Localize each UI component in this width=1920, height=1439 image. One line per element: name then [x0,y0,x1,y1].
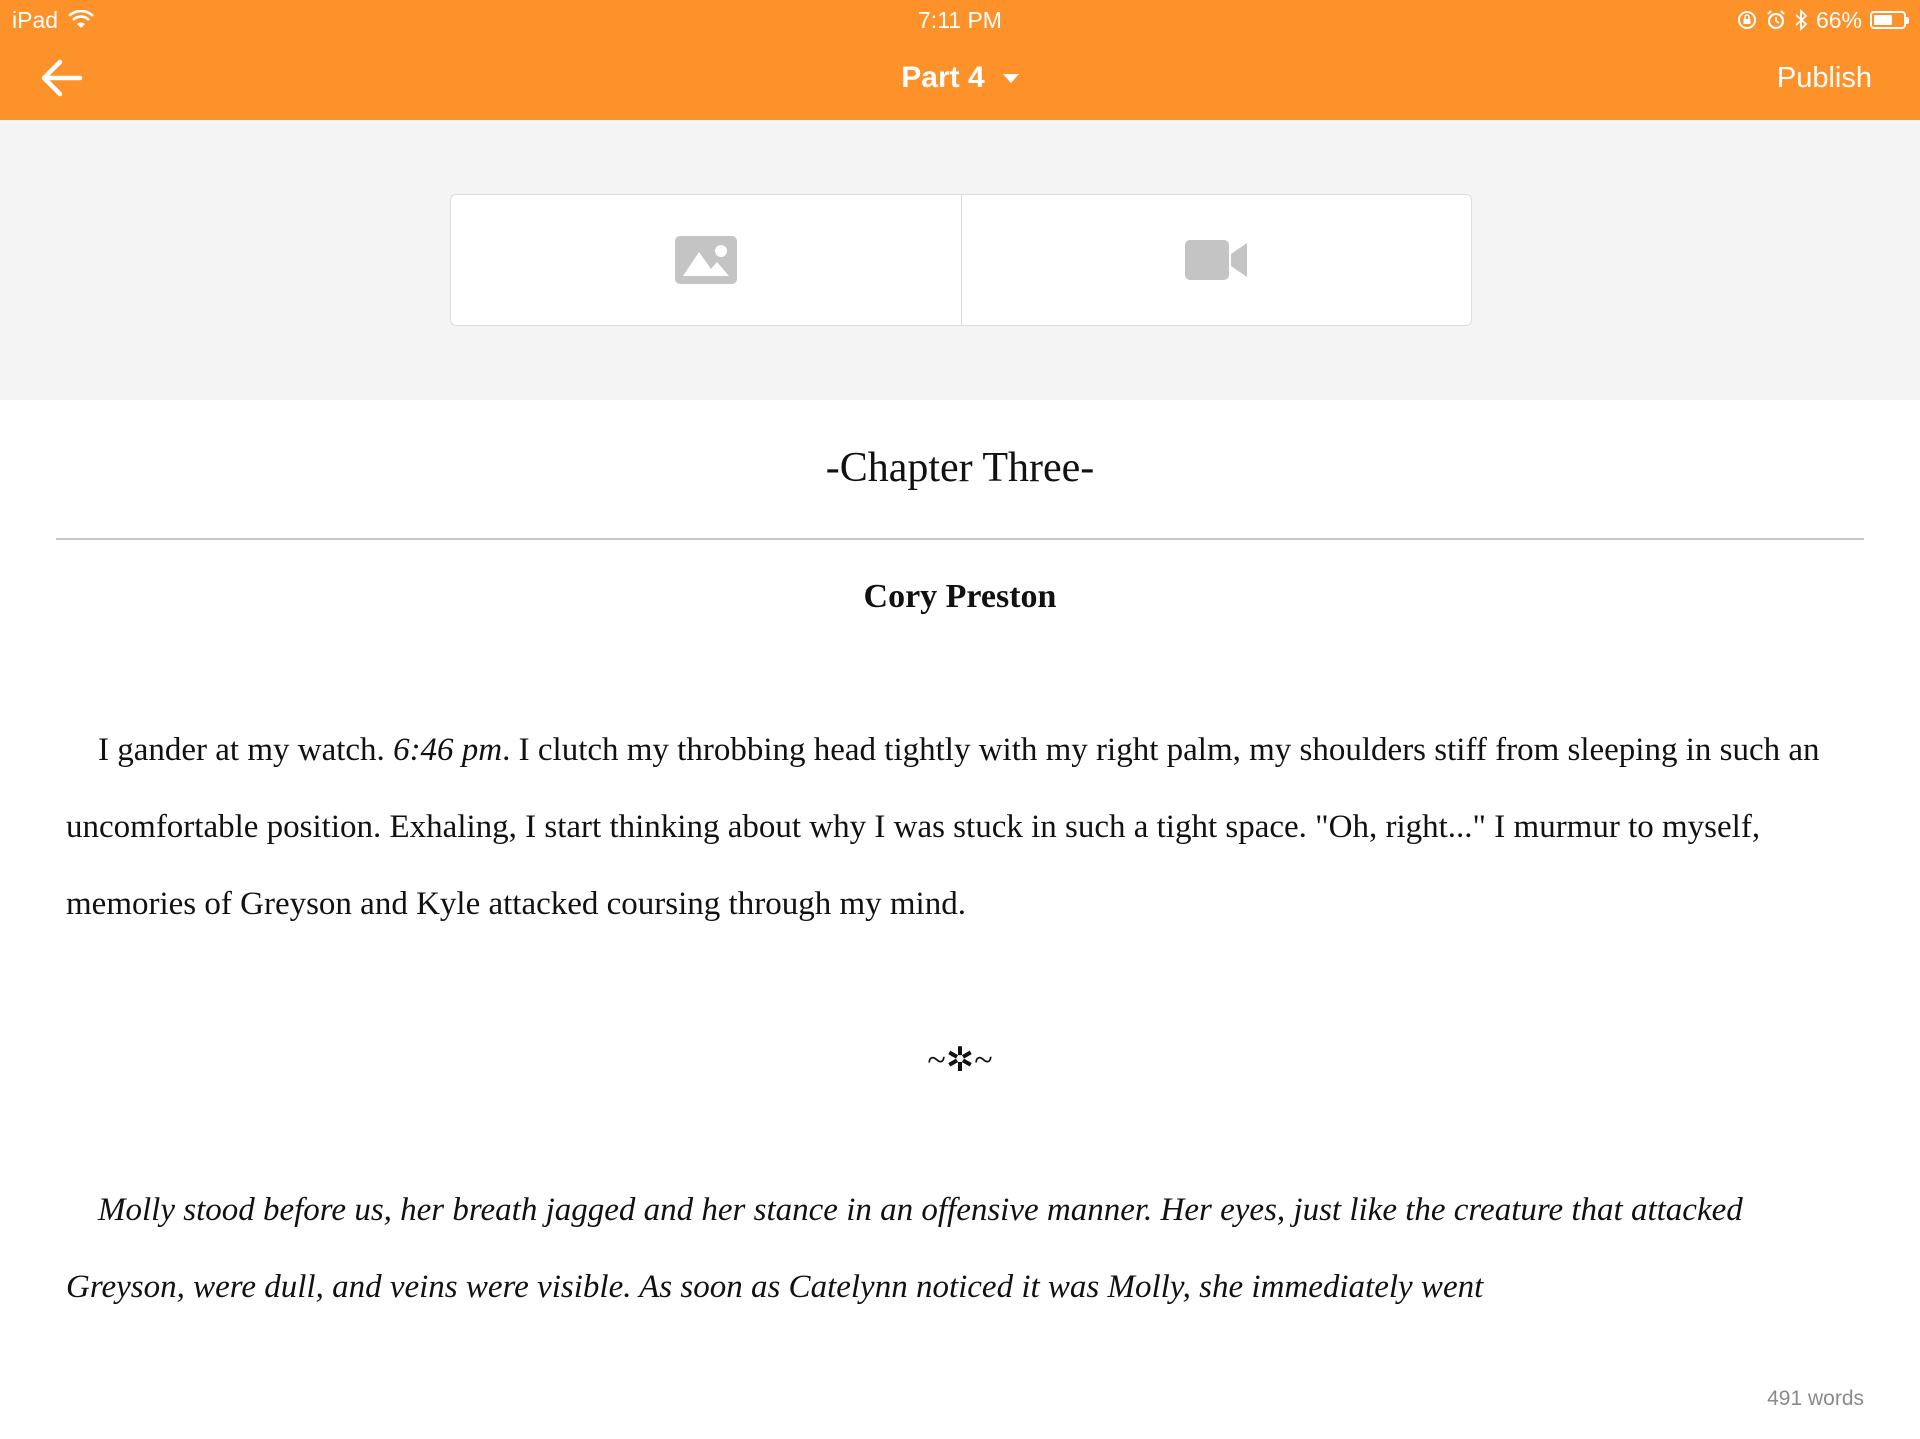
back-button[interactable] [40,56,92,100]
scene-separator: ~✲~ [927,1042,993,1079]
battery-icon [1870,11,1906,29]
paragraph-text: I gander at my watch. [98,732,394,768]
arrow-left-icon [40,56,92,100]
bluetooth-icon [1794,9,1808,31]
story-editor[interactable] [0,400,1920,1439]
battery-percent: 66% [1815,7,1862,33]
status-time: 7:11 PM [918,7,1002,33]
author-heading: Cory Preston [863,578,1057,615]
alarm-icon [1766,9,1786,31]
status-bar-right [1736,6,1906,34]
caret-down-icon [1003,74,1019,83]
paragraph-italic: Molly stood before us, her breath jagged and her stance in an offensive manner. Her eyes, just like the creature that attacked Greyson, were dull, and veins were visible. As soon as Catelynn noticed it was Molly, she immediately went [66,1192,1743,1305]
publish-button[interactable]: Publish [1776,62,1872,94]
paragraph [66,712,1856,943]
paragraph-text: . I clutch my throbbing head tightly with my right palm, my shoulders stiff from sleeping in such an uncomfortable position. Exhaling, I start thinking about why I was stuck in such a tight space. "Oh, right..." I murmur to myself, memories of Greyson and Kyle attacked coursing through my mind. [66,732,1820,922]
part-title: Part 4 [901,61,985,94]
word-count: 491 words [1767,1387,1864,1410]
title-divider [56,538,1864,540]
device-label: iPad [12,7,59,33]
image-icon [675,236,737,284]
video-camera-icon [1185,240,1247,280]
add-image-button[interactable] [451,195,961,325]
part-selector-wrap [0,58,1920,98]
part-selector[interactable] [901,58,1018,98]
orientation-lock-icon [1736,9,1758,31]
media-header [0,120,1920,400]
media-insert-box [450,194,1472,326]
chapter-title[interactable]: -Chapter Three- [825,445,1095,491]
paragraph-time: 6:46 pm [393,732,503,768]
top-bar [0,0,1920,120]
battery-level [1874,15,1892,25]
add-video-button[interactable] [961,195,1472,325]
